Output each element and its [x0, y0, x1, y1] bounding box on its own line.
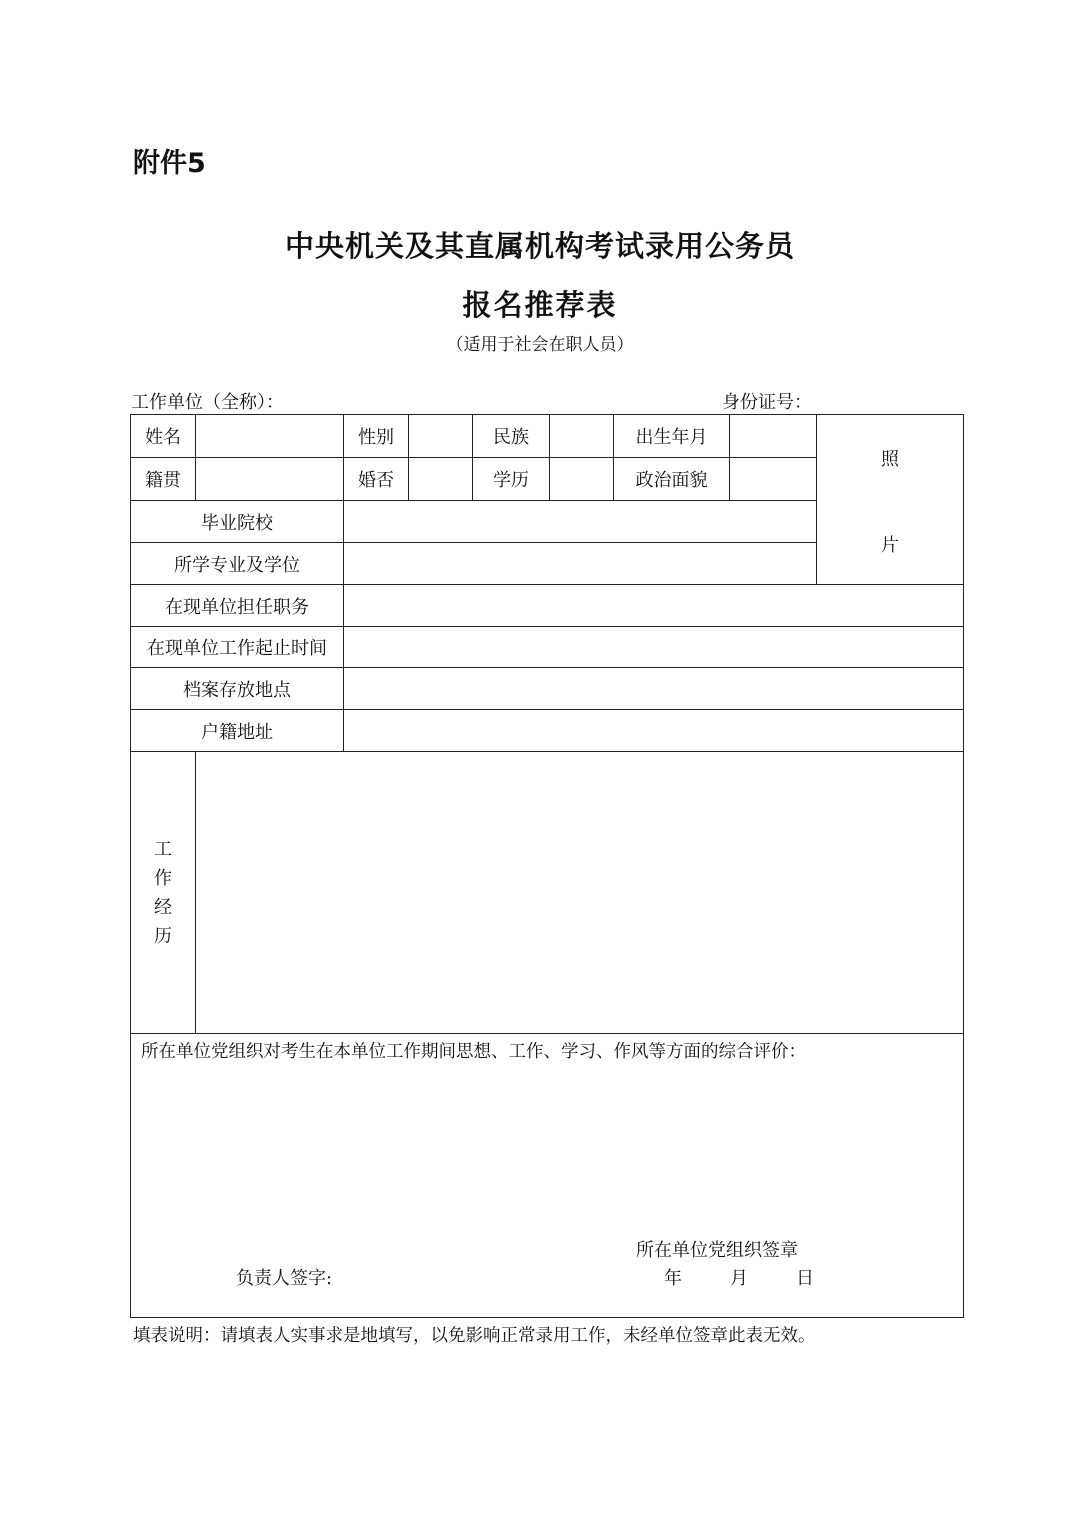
graduated-school-label: 毕业院校: [201, 512, 273, 534]
political-field[interactable]: [730, 458, 816, 500]
gender-field[interactable]: [409, 415, 472, 457]
archive-location-field[interactable]: [344, 668, 963, 709]
seal-label: 所在单位党组织签章: [636, 1240, 798, 1261]
household-address-label: 户籍地址: [201, 721, 273, 743]
ethnicity-field[interactable]: [550, 415, 613, 457]
evaluation-prompt: 所在单位党组织对考生在本单位工作期间思想、工作、学习、作风等方面的综合评价：: [141, 1042, 806, 1062]
attachment-label: 附件5: [133, 148, 206, 179]
political-label: 政治面貌: [635, 470, 708, 491]
ethnicity-label: 民族: [493, 427, 529, 448]
work-unit-label: 工作单位（全称）：: [131, 392, 284, 413]
current-position-field[interactable]: [344, 585, 963, 626]
work-history-field[interactable]: [196, 752, 963, 1033]
work-period-field[interactable]: [344, 627, 963, 667]
work-period-label: 在现单位工作起止时间: [147, 638, 327, 659]
table-border-bottom: [130, 1317, 964, 1318]
archive-location-label: 档案存放地点: [183, 679, 291, 701]
work-history-char: 工: [154, 838, 172, 860]
work-history-char: 作: [154, 867, 172, 889]
photo-divider: [816, 414, 817, 584]
photo-label-bottom: 片: [881, 535, 899, 556]
marital-field[interactable]: [409, 458, 472, 500]
signer-label: 负责人签字:: [236, 1268, 333, 1289]
education-label: 学历: [493, 470, 529, 491]
form-title-line2: 报名推荐表: [462, 288, 618, 322]
current-position-label: 在现单位担任职务: [165, 596, 309, 618]
work-history-char: 历: [154, 925, 172, 947]
evaluation-field[interactable]: [131, 1065, 963, 1225]
name-field[interactable]: [196, 415, 343, 457]
month-label: 月: [730, 1268, 748, 1289]
form-title-line1: 中央机关及其直属机构考试录用公务员: [284, 229, 795, 263]
name-label: 姓名: [145, 427, 181, 448]
gender-label: 性别: [358, 427, 394, 448]
work-history-label: [131, 752, 195, 1033]
household-address-field[interactable]: [344, 710, 963, 751]
day-label: 日: [796, 1268, 814, 1289]
row-divider: [130, 1033, 964, 1034]
birth-label: 出生年月: [635, 427, 708, 448]
native-place-field[interactable]: [196, 458, 343, 500]
graduated-school-field[interactable]: [344, 501, 816, 542]
major-degree-label: 所学专业及学位: [174, 554, 300, 576]
fill-instructions: 填表说明：请填表人实事求是地填写，以免影响正常录用工作，未经单位签章此表无效。: [133, 1326, 816, 1346]
native-place-label: 籍贯: [145, 470, 181, 491]
id-number-label: 身份证号：: [722, 392, 812, 413]
date-line: [664, 1264, 814, 1290]
work-history-char: 经: [154, 896, 172, 918]
form-subtitle: （适用于社会在职人员）: [446, 335, 634, 355]
year-label: 年: [664, 1268, 682, 1289]
table-border-right: [963, 414, 964, 1318]
birth-field[interactable]: [730, 415, 816, 457]
marital-label: 婚否: [358, 470, 394, 491]
major-degree-field[interactable]: [344, 543, 816, 584]
education-field[interactable]: [550, 458, 613, 500]
photo-label-top: 照: [881, 449, 899, 470]
